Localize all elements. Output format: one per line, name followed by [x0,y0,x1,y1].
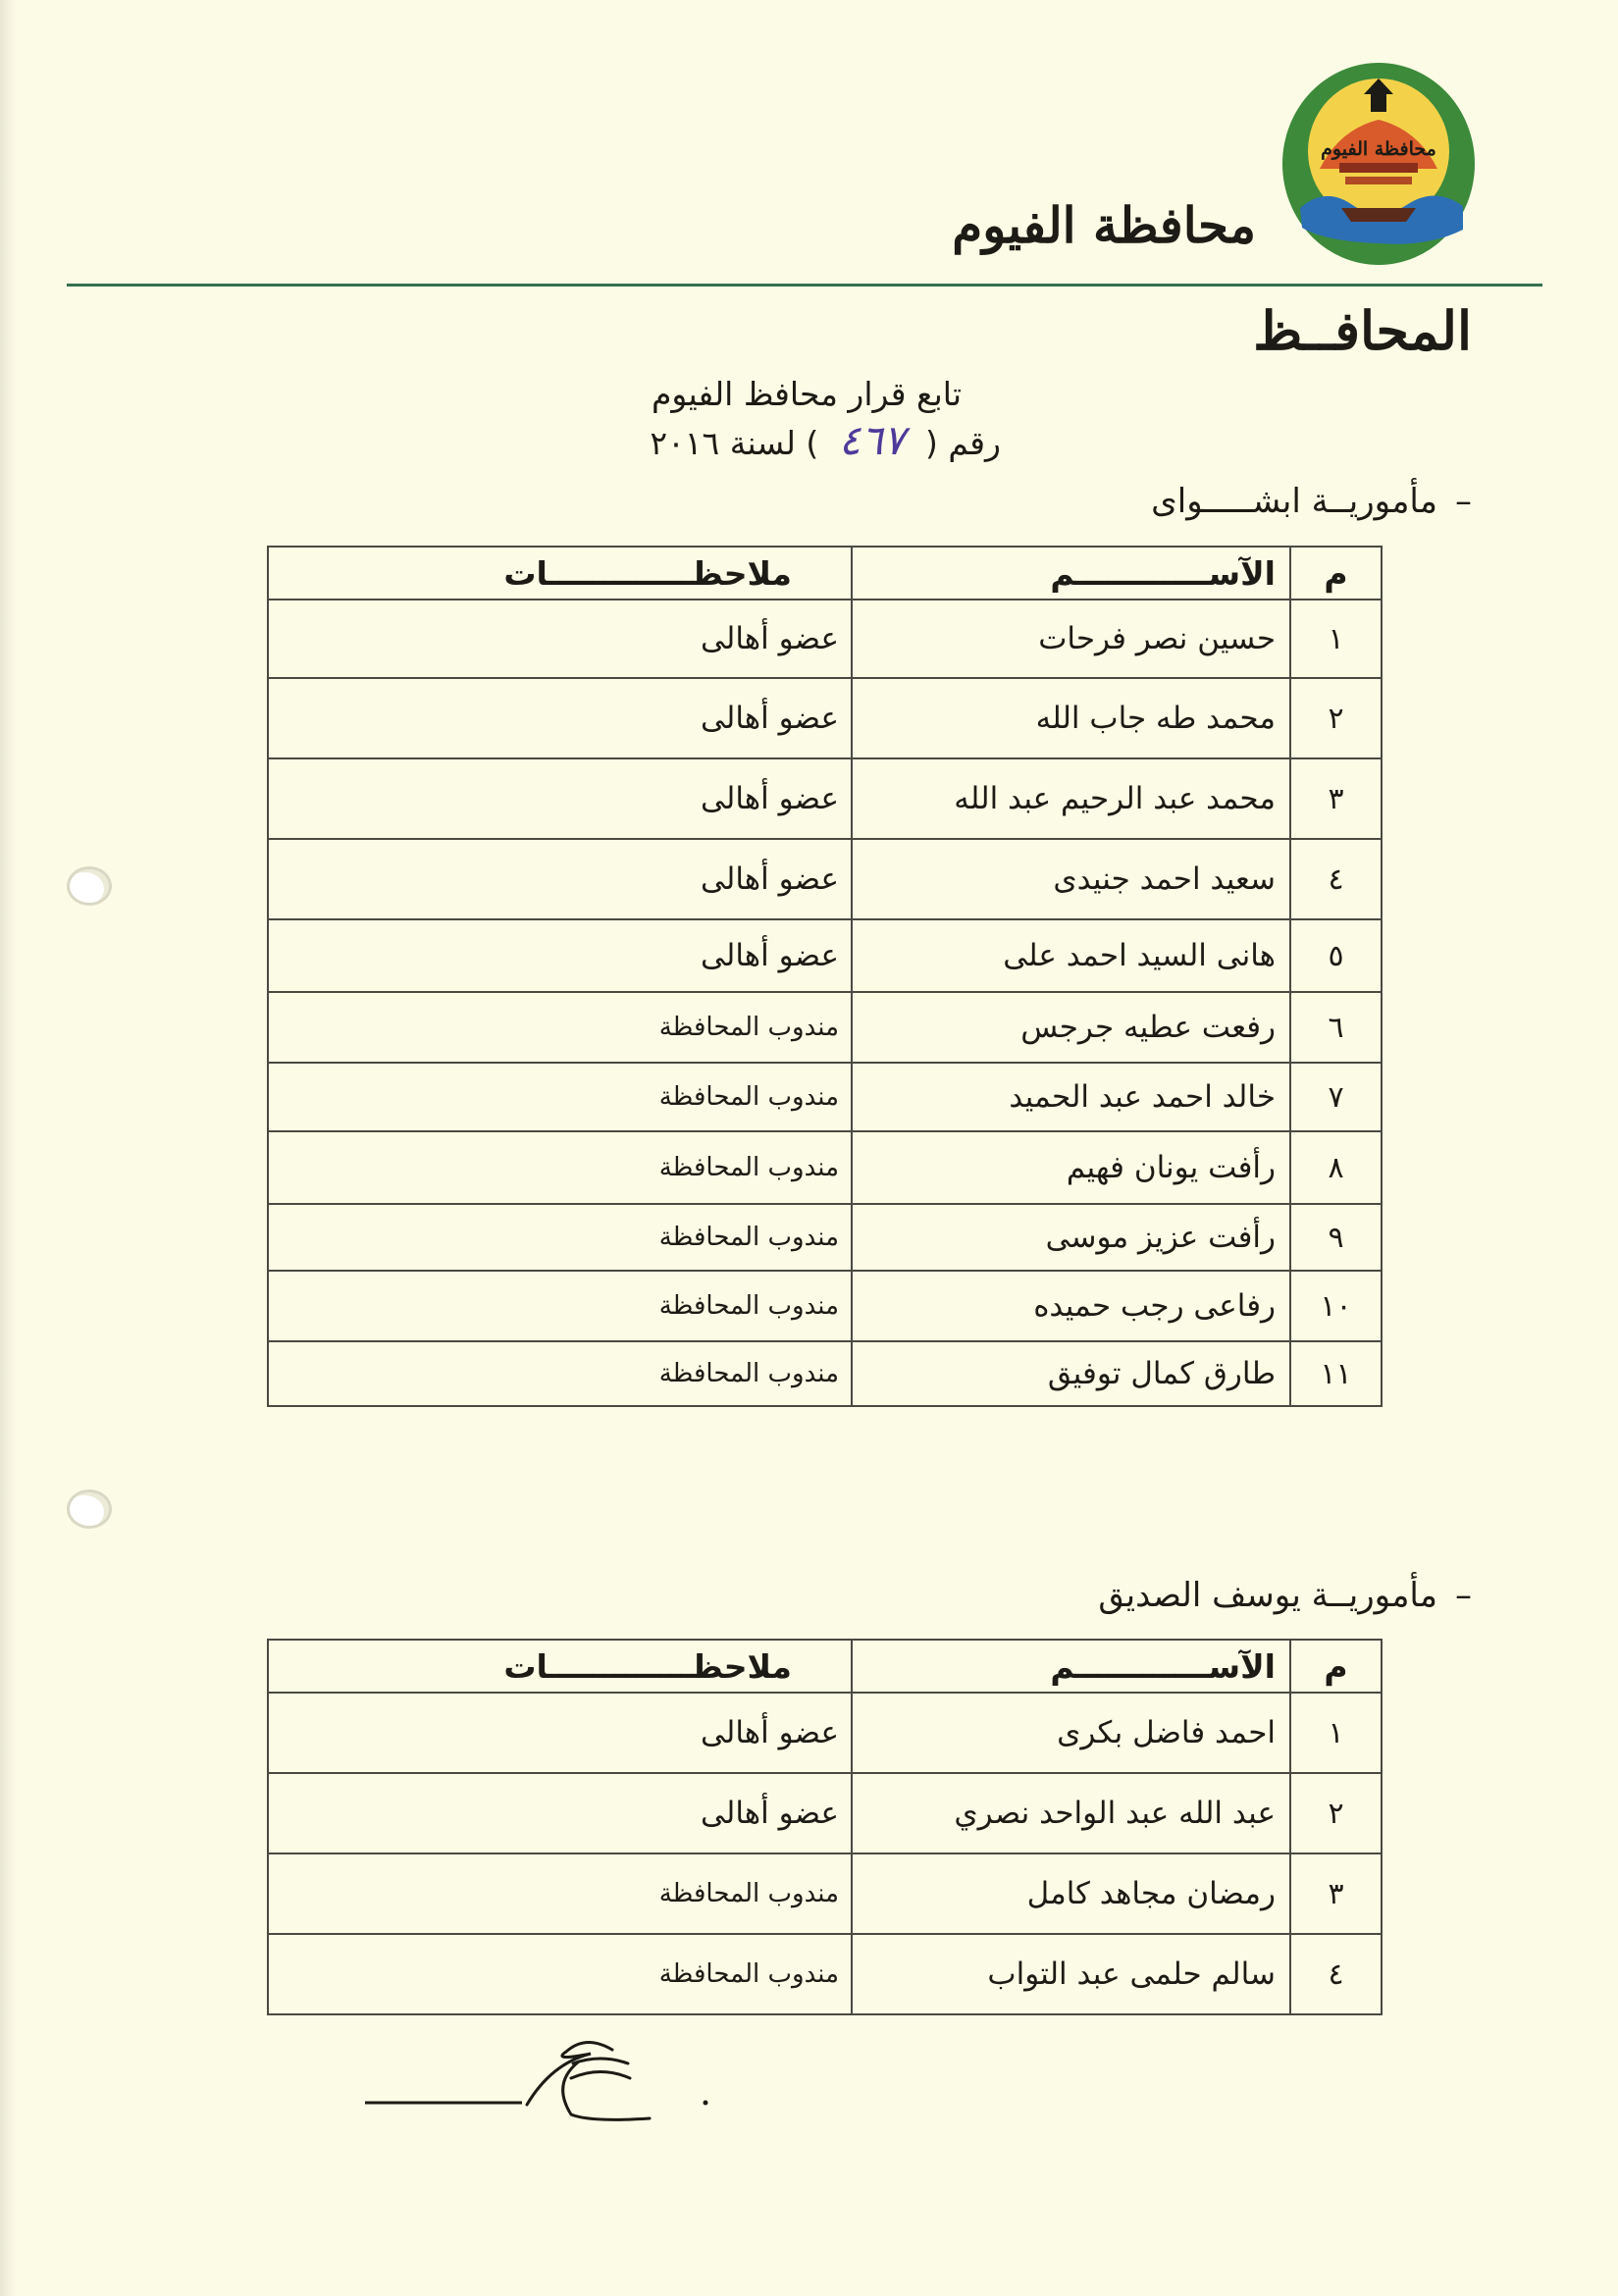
table-row [268,1131,1382,1204]
governor-title: المحافــظ [1253,299,1472,362]
member-name: رمضان مجاهد كامل [852,1853,1290,1934]
row-number: ٢ [1290,678,1382,758]
table-row [268,758,1382,839]
governorate-seal-icon [1280,61,1477,267]
member-name: محمد عبد الرحيم عبد الله [852,758,1290,839]
member-name: سعيد احمد جنيدى [852,839,1290,919]
member-name: سالم حلمى عبد التواب [852,1934,1290,2014]
row-number: ٧ [1290,1063,1382,1131]
punch-hole [67,1489,112,1529]
row-number: ٥ [1290,919,1382,992]
page-fold [0,0,16,2296]
member-role: مندوب المحافظة [268,992,852,1063]
row-number: ٢ [1290,1773,1382,1853]
members-table-ebshway [267,546,1383,1407]
row-number: ١٠ [1290,1271,1382,1341]
punch-hole [67,866,112,906]
member-name: هانى السيد احمد على [852,919,1290,992]
header-divider [67,284,1542,287]
row-number: ٣ [1290,1853,1382,1934]
row-number: ٣ [1290,758,1382,839]
signature-mark [355,2024,728,2122]
table-row [268,600,1382,678]
member-role: مندوب المحافظة [268,1131,852,1204]
row-number: ١ [1290,600,1382,678]
section-title-text: مأموريــة ابشـــــواى [1151,482,1437,521]
seal-text: محافظة الفيوم [1321,138,1436,160]
members-table-yousef-el-seddik [267,1639,1383,2015]
table-row [268,1934,1382,2014]
row-number: ٨ [1290,1131,1382,1204]
member-role: عضو أهالى [268,1693,852,1773]
member-name: رأفت عزيز موسى [852,1204,1290,1271]
section-title-yousef-el-seddik [687,1576,1472,1615]
header-notes: ملاحظـــــــــــــات [268,1640,852,1693]
member-name: رفعت عطيه جرجس [852,992,1290,1063]
row-number: ٤ [1290,839,1382,919]
table-row [268,919,1382,992]
table-row [268,1693,1382,1773]
decree-heading: تابع قرار محافظ الفيوم [651,375,962,413]
member-role: مندوب المحافظة [268,1204,852,1271]
decree-number-handwritten: ٤٦٧ [838,416,906,464]
table-header-row [268,1640,1382,1693]
member-role: مندوب المحافظة [268,1853,852,1934]
header-name: الآســــــــــــم [852,1640,1290,1693]
table-row [268,1204,1382,1271]
table-row [268,1341,1382,1406]
row-number: ١١ [1290,1341,1382,1406]
table-row [268,1853,1382,1934]
member-role: مندوب المحافظة [268,1271,852,1341]
member-name: رأفت يونان فهيم [852,1131,1290,1204]
table-row [268,992,1382,1063]
decree-year-label: ) لسنة ٢٠١٦ [650,424,819,462]
section-title-ebshway [687,482,1472,521]
header-num: م [1290,1640,1382,1693]
row-number: ٩ [1290,1204,1382,1271]
governorate-name: محافظة الفيوم [952,196,1256,254]
member-role: عضو أهالى [268,839,852,919]
section-title-text: مأموريــة يوسف الصديق [1098,1576,1437,1615]
member-name: احمد فاضل بكرى [852,1693,1290,1773]
member-name: خالد احمد عبد الحميد [852,1063,1290,1131]
table-row [268,1271,1382,1341]
member-name: حسين نصر فرحات [852,600,1290,678]
member-role: عضو أهالى [268,919,852,992]
member-name: عبد الله عبد الواحد نصري [852,1773,1290,1853]
member-role: عضو أهالى [268,1773,852,1853]
table-row [268,1063,1382,1131]
member-role: مندوب المحافظة [268,1934,852,2014]
member-role: عضو أهالى [268,600,852,678]
row-number: ٦ [1290,992,1382,1063]
member-name: رفاعى رجب حميده [852,1271,1290,1341]
decree-number-label: رقم ( [924,424,1001,462]
member-role: مندوب المحافظة [268,1063,852,1131]
member-name: محمد طه جاب الله [852,678,1290,758]
decree-number-line [549,416,1001,464]
member-role: عضو أهالى [268,678,852,758]
member-name: طارق كمال توفيق [852,1341,1290,1406]
table-row [268,839,1382,919]
row-number: ١ [1290,1693,1382,1773]
header-name: الآســــــــــــم [852,547,1290,600]
section-bullet: – [1455,482,1472,521]
table-row [268,678,1382,758]
header-notes: ملاحظـــــــــــــات [268,547,852,600]
table-header-row [268,547,1382,600]
row-number: ٤ [1290,1934,1382,2014]
member-role: مندوب المحافظة [268,1341,852,1406]
header-num: م [1290,547,1382,600]
member-role: عضو أهالى [268,758,852,839]
section-bullet: – [1455,1576,1472,1615]
table-row [268,1773,1382,1853]
